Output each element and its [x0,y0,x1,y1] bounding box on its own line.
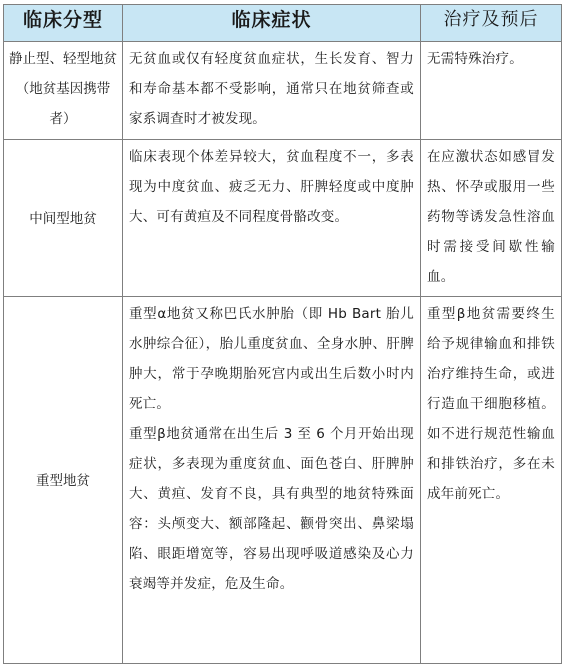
table-row [4,140,562,297]
thalassemia-table [3,4,562,664]
treatment-cell [421,140,562,297]
symptoms-cell [123,140,421,297]
header-clinical-type: 临床分型 [4,5,123,42]
treatment-cell [421,42,562,140]
type-text: 中间型地贫 [29,211,97,227]
symptoms-text: 临床表现个体差异较大，贫血程度不一，多表现为中度贫血、疲乏无力、肝脾轻度或中度肿大、可有黄疸及不同程度骨骼改变。 [129,149,414,225]
symptoms-beta-text: 重型β地贫通常在出生后 3 至 6 个月开始出现症状，多表现为重度贫血、面色苍白、肝脾肿大、黄疸、发育不良，具有典型的地贫特殊面容：头颅变大、额部隆起、颧骨突出、鼻梁塌陷、眼距增宽等，容易出现呼吸道感染及心力衰竭等并发症，危及生命。 [129,426,414,592]
type-text: 静止型、轻型地贫（地贫基因携带者） [9,51,117,127]
treatment-text: 无需特殊治疗。 [427,51,523,67]
symptoms-alpha-text: 重型α地贫又称巴氏水肿胎（即 Hb Bart 胎儿水肿综合征），胎儿重度贫血、全身水肿、肝脾肿大，常于孕晚期胎死宫内或出生后数小时内死亡。 [129,306,414,412]
type-text: 重型地贫 [36,473,90,489]
symptoms-text: 无贫血或仅有轻度贫血症状，生长发育、智力和寿命基本都不受影响，通常只在地贫筛查或家系调查时才被发现。 [129,51,414,127]
type-cell [4,42,123,140]
header-clinical-symptoms: 临床症状 [123,5,421,42]
treatment-text: 重型β地贫需要终生给予规律输血和排铁治疗维持生命，或进行造血干细胞移植。如不进行规范性输血和排铁治疗，多在未成年前死亡。 [427,306,555,502]
header-treatment-prognosis: 治疗及预后 [421,5,562,42]
table-row [4,297,562,664]
symptoms-cell [123,297,421,664]
header-row [4,5,562,42]
table-row [4,42,562,140]
type-cell [4,297,123,664]
treatment-text: 在应激状态如感冒发热、怀孕或服用一些药物等诱发急性溶血时需接受间歇性输血。 [427,149,555,285]
symptoms-cell [123,42,421,140]
treatment-cell [421,297,562,664]
type-cell [4,140,123,297]
